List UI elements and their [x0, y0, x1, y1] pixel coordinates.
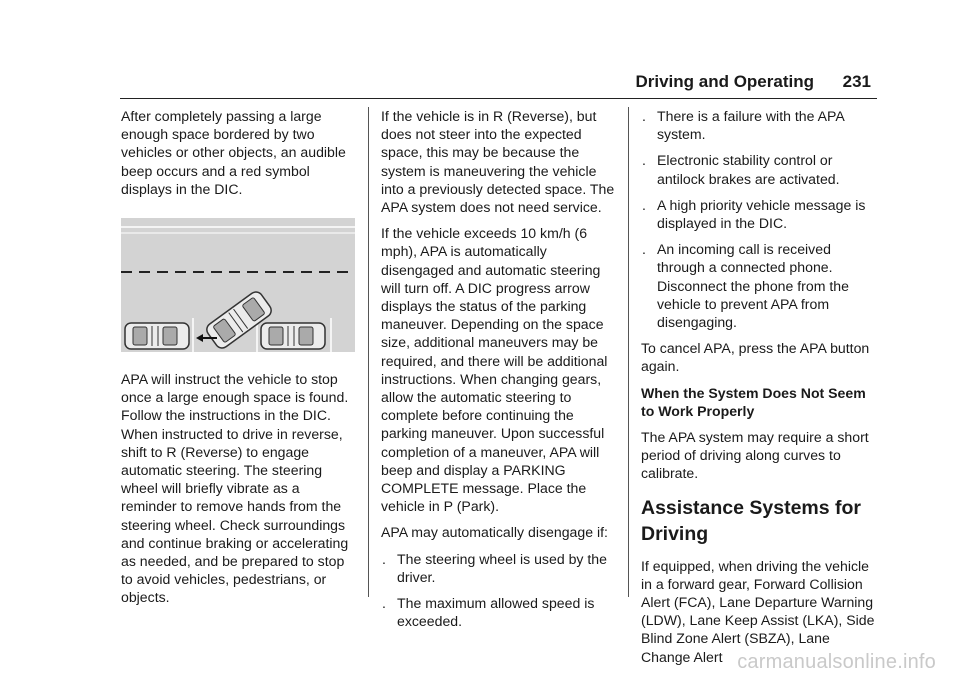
paragraph: APA may automatically disengage if: — [381, 524, 608, 541]
parked-car-left — [125, 323, 189, 349]
watermark: carmanualsonline.info — [737, 651, 936, 673]
bullet-marker: . — [382, 595, 386, 612]
page-header — [120, 70, 877, 99]
section-title: Driving and Operating — [635, 72, 814, 91]
bullet-text: An incoming call is received through a connected phone. Disconnect the phone from the vehicle to prevent APA from disengaging. — [657, 241, 849, 331]
paragraph: To cancel APA, press the APA button again. — [641, 340, 870, 375]
bullet-text: There is a failure with the APA system. — [657, 108, 844, 143]
bullet-marker: . — [642, 152, 646, 169]
bullet-marker: . — [642, 108, 646, 124]
bullet-text: A high priority vehicle message is displayed in the DIC. — [657, 196, 866, 232]
bullet-text: The maximum allowed speed is exceeded. — [397, 595, 595, 630]
paragraph: If the vehicle is in R (Reverse), but does not steer into the expected space, this may be because the system is maneuvering the vehicle into a previously detected space. The APA system does not need service. — [381, 108, 615, 216]
paragraph: If equipped, when driving the vehicle in a forward gear, Forward Collision Alert (FCA), Lane Departure Warning (LDW), Lane Keep Assist (LKA), Side Blind Zone Alert (SBZA), Lane Change Alert — [641, 557, 875, 665]
subheading: When the System Does Not Seem to Work Properly — [641, 384, 866, 419]
column-divider — [628, 107, 629, 597]
parking-diagram — [121, 218, 355, 352]
section-heading: Assistance Systems for Driving — [641, 496, 862, 545]
parked-car-right — [261, 323, 325, 349]
bullet-item — [381, 550, 617, 586]
bullet-item — [641, 151, 877, 187]
bullet-item — [641, 196, 877, 232]
bullet-text: The steering wheel is used by the driver. — [397, 550, 607, 585]
paragraph: The APA system may require a short period of driving along curves to calibrate. — [641, 429, 869, 482]
bullet-item — [641, 107, 877, 143]
paragraph: After completely passing a large enough space bordered by two vehicles or other objects, an audible beep occurs and a red symbol displays in the DIC. — [121, 108, 346, 197]
parking-illustration — [121, 218, 355, 352]
bullet-text: Electronic stability control or antilock brakes are activated. — [657, 152, 840, 187]
bullet-marker: . — [382, 550, 386, 567]
bullet-item — [641, 240, 877, 331]
paragraph: If the vehicle exceeds 10 km/h (6 mph), APA is automatically disengaged and automatic steering will turn off. A DIC progress arrow displays the status of the parking maneuver. Depending on the space size, additional maneuvers may be required, and there will be additional instructions. When changing gears, allow the automatic steering to complete before continuing the parking maneuver. Upon successful completion of a maneuver, APA will beep and display a PARKING COMPLETE message. Place the vehicle in P (Park). — [381, 225, 608, 515]
column-2 — [381, 107, 617, 638]
bullet-item — [381, 594, 617, 630]
column-1 — [121, 107, 357, 615]
bullet-marker: . — [642, 241, 646, 258]
page-number: 231 — [842, 72, 871, 91]
paragraph: APA will instruct the vehicle to stop once a large enough space is found. Follow the instructions in the DIC. When instructed to drive in reverse, shift to R (Reverse) to engage automatic steering. The steering wheel will briefly vibrate as a reminder to remove hands from the steering wheel. Check surroundings and continue braking or accelerating as needed, and be prepared to stop to avoid vehicles, pedestrians, or objects. — [121, 371, 349, 606]
column-3 — [641, 107, 877, 674]
column-divider — [368, 107, 369, 597]
bullet-marker: . — [642, 196, 646, 213]
